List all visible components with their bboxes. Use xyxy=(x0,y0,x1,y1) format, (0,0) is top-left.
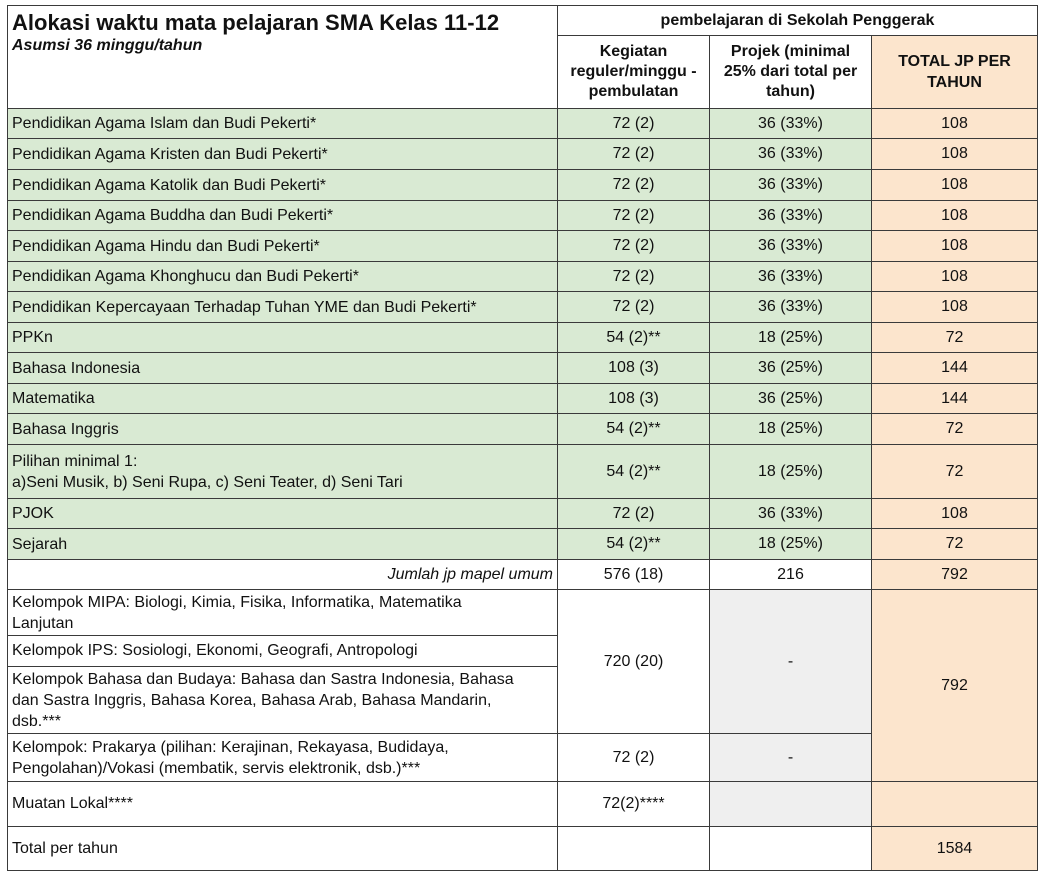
total-cell: 108 xyxy=(872,499,1038,529)
subject-cell xyxy=(8,445,558,499)
total-cell: 72 xyxy=(872,445,1038,499)
jumlah-total: 792 xyxy=(872,560,1038,590)
reguler-cell: 54 (2)** xyxy=(558,529,710,560)
kelompok-mipa xyxy=(8,590,558,636)
reguler-cell: 72 (2) xyxy=(558,170,710,201)
total-cell: 108 xyxy=(872,109,1038,139)
projek-cell: 36 (33%) xyxy=(710,231,872,262)
kelompok-reguler: 720 (20) xyxy=(558,590,710,734)
kelompok-projek: - xyxy=(710,590,872,734)
total-projek-empty xyxy=(710,827,872,871)
table-row xyxy=(8,109,1038,139)
jumlah-label: Jumlah jp mapel umum xyxy=(8,560,558,590)
muatan-projek xyxy=(710,782,872,827)
kelompok-line: dan Sastra Inggris, Bahasa Korea, Bahasa Arab, Bahasa Mandarin, xyxy=(12,691,492,709)
projek-cell: 36 (33%) xyxy=(710,262,872,292)
subject-cell: Pendidikan Agama Khonghucu dan Budi Pekerti* xyxy=(8,262,558,292)
reguler-cell: 72 (2) xyxy=(558,292,710,323)
total-cell: 108 xyxy=(872,170,1038,201)
kelompok-line: Kelompok MIPA: Biologi, Kimia, Fisika, Informatika, Matematika xyxy=(12,593,462,611)
page-subtitle: Asumsi 36 minggu/tahun xyxy=(12,37,203,54)
subject-line: a)Seni Musik, b) Seni Rupa, c) Seni Teater, d) Seni Tari xyxy=(12,473,403,491)
total-row xyxy=(8,827,1038,871)
table-row xyxy=(8,262,1038,292)
reguler-cell: 54 (2)** xyxy=(558,414,710,445)
kelompok-line: Pengolahan)/Vokasi (membatik, servis elektronik, dsb.)*** xyxy=(12,759,421,777)
projek-cell: 18 (25%) xyxy=(710,445,872,499)
kelompok-line: Lanjutan xyxy=(12,614,74,632)
subject-cell: Sejarah xyxy=(8,529,558,560)
projek-cell: 18 (25%) xyxy=(710,414,872,445)
table-row xyxy=(8,170,1038,201)
total-cell: 144 xyxy=(872,384,1038,414)
kelompok-line: dsb.*** xyxy=(12,712,61,730)
projek-cell: 18 (25%) xyxy=(710,529,872,560)
total-label: Total per tahun xyxy=(8,827,558,871)
table-row xyxy=(8,499,1038,529)
subject-cell: Pendidikan Agama Islam dan Budi Pekerti* xyxy=(8,109,558,139)
total-cell: 108 xyxy=(872,231,1038,262)
total-cell: 108 xyxy=(872,262,1038,292)
kelompok-total: 792 xyxy=(872,590,1038,782)
subject-cell: Matematika xyxy=(8,384,558,414)
kelompok-bahasa xyxy=(8,667,558,734)
col-header-reguler: Kegiatan reguler/minggu - pembulatan xyxy=(558,36,710,109)
projek-cell: 36 (33%) xyxy=(710,109,872,139)
kelompok-ips: Kelompok IPS: Sosiologi, Ekonomi, Geografi, Antropologi xyxy=(8,636,558,667)
total-reguler-empty xyxy=(558,827,710,871)
subject-cell: Pendidikan Agama Hindu dan Budi Pekerti* xyxy=(8,231,558,262)
reguler-cell: 72 (2) xyxy=(558,139,710,170)
table-row xyxy=(8,590,1038,636)
table-row xyxy=(8,292,1038,323)
kelompok-line: Kelompok Bahasa dan Budaya: Bahasa dan Sastra Indonesia, Bahasa xyxy=(12,670,514,688)
projek-cell: 36 (33%) xyxy=(710,170,872,201)
reguler-cell: 72 (2) xyxy=(558,262,710,292)
table-row xyxy=(8,445,1038,499)
subject-cell: Pendidikan Agama Kristen dan Budi Pekerti* xyxy=(8,139,558,170)
projek-cell: 36 (33%) xyxy=(710,201,872,231)
subject-cell: Pendidikan Agama Buddha dan Budi Pekerti* xyxy=(8,201,558,231)
table-row xyxy=(8,414,1038,445)
col-header-total: TOTAL JP PER TAHUN xyxy=(872,36,1038,109)
table-row xyxy=(8,529,1038,560)
muatan-reguler: 72(2)**** xyxy=(558,782,710,827)
jumlah-reguler: 576 (18) xyxy=(558,560,710,590)
kelompok-line: Kelompok: Prakarya (pilihan: Kerajinan, Rekayasa, Budidaya, xyxy=(12,738,449,756)
jumlah-projek: 216 xyxy=(710,560,872,590)
reguler-cell: 72 (2) xyxy=(558,201,710,231)
total-cell: 144 xyxy=(872,353,1038,384)
allocation-table xyxy=(7,5,1038,871)
table-row xyxy=(8,782,1038,827)
projek-cell: 36 (33%) xyxy=(710,499,872,529)
reguler-cell: 72 (2) xyxy=(558,231,710,262)
reguler-cell: 54 (2)** xyxy=(558,323,710,353)
total-cell: 72 xyxy=(872,323,1038,353)
page-title: Alokasi waktu mata pelajaran SMA Kelas 11-12 xyxy=(12,10,500,35)
table-row xyxy=(8,139,1038,170)
reguler-cell: 72 (2) xyxy=(558,499,710,529)
table-row xyxy=(8,201,1038,231)
subject-cell: Bahasa Indonesia xyxy=(8,353,558,384)
subject-cell: Pendidikan Agama Katolik dan Budi Pekerti* xyxy=(8,170,558,201)
col-header-projek: Projek (minimal 25% dari total per tahun) xyxy=(710,36,872,109)
total-cell: 72 xyxy=(872,414,1038,445)
reguler-cell: 72 (2) xyxy=(558,109,710,139)
reguler-cell: 108 (3) xyxy=(558,353,710,384)
subject-cell: Pendidikan Kepercayaan Terhadap Tuhan YME dan Budi Pekerti* xyxy=(8,292,558,323)
summary-row xyxy=(8,560,1038,590)
table-row xyxy=(8,323,1038,353)
grand-total: 1584 xyxy=(872,827,1038,871)
total-cell: 72 xyxy=(872,529,1038,560)
projek-cell: 36 (33%) xyxy=(710,292,872,323)
muatan-total xyxy=(872,782,1038,827)
muatan-label: Muatan Lokal**** xyxy=(8,782,558,827)
reguler-cell: 108 (3) xyxy=(558,384,710,414)
subject-line: Pilihan minimal 1: xyxy=(12,452,138,470)
subject-cell: PJOK xyxy=(8,499,558,529)
reguler-cell: 54 (2)** xyxy=(558,445,710,499)
total-cell: 108 xyxy=(872,292,1038,323)
total-cell: 108 xyxy=(872,201,1038,231)
projek-cell: 18 (25%) xyxy=(710,323,872,353)
title-cell xyxy=(8,6,558,109)
table-row xyxy=(8,384,1038,414)
subject-cell: PPKn xyxy=(8,323,558,353)
kelompok-prakarya xyxy=(8,734,558,782)
group-header: pembelajaran di Sekolah Penggerak xyxy=(558,6,1038,36)
projek-cell: 36 (33%) xyxy=(710,139,872,170)
prakarya-reguler: 72 (2) xyxy=(558,734,710,782)
total-cell: 108 xyxy=(872,139,1038,170)
table-row xyxy=(8,353,1038,384)
projek-cell: 36 (25%) xyxy=(710,353,872,384)
table-row xyxy=(8,231,1038,262)
subject-cell: Bahasa Inggris xyxy=(8,414,558,445)
projek-cell: 36 (25%) xyxy=(710,384,872,414)
prakarya-projek: - xyxy=(710,734,872,782)
